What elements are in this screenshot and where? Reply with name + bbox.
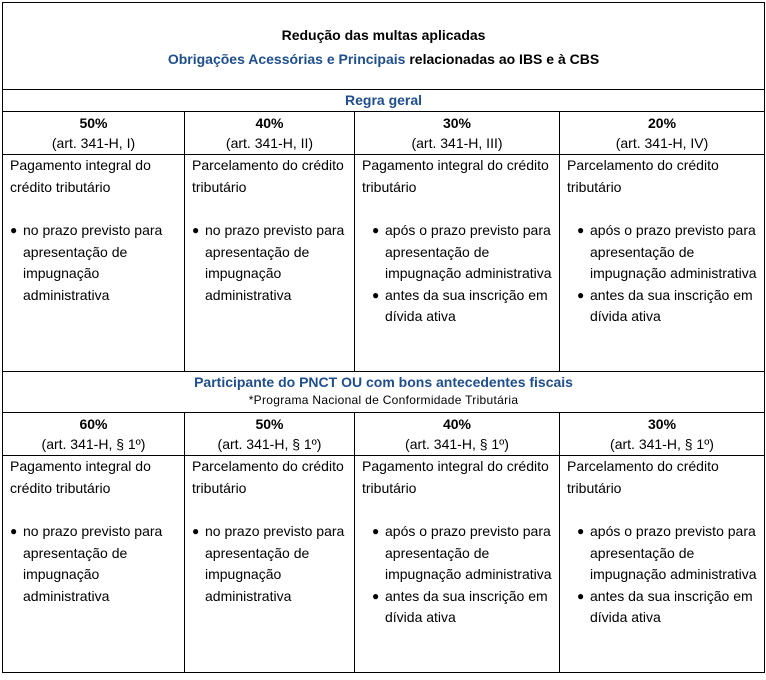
condition-text: Parcelamento do crédito tributário (192, 458, 344, 496)
condition-cell (3, 456, 185, 673)
multas-reduction-table (2, 2, 765, 673)
condition-text: Parcelamento do crédito tributário (567, 458, 719, 496)
condition-list (10, 521, 184, 607)
list-item-text: antes da sua inscrição em dívida ativa (385, 286, 548, 324)
section-title: Participante do PNCT OU com bons antecedentes fiscais (194, 374, 573, 390)
bullet-icon: ● (577, 524, 585, 538)
pct-cell (355, 112, 560, 155)
condition-cell (560, 155, 765, 372)
list-item-text: antes da sua inscrição em dívida ativa (385, 587, 548, 625)
bullet-icon: ● (192, 524, 200, 538)
condition-text: Parcelamento do crédito tributário (192, 157, 344, 195)
condition-text: Pagamento integral do crédito tributário (10, 458, 151, 496)
condition-text: Pagamento integral do crédito tributário (362, 157, 549, 195)
list-item-text: após o prazo previsto para apresentação de impugnação administrativa (590, 523, 757, 582)
subtitle-rest: relacionadas ao IBS e à CBS (405, 51, 600, 67)
list-item (10, 521, 184, 607)
pct-cell (3, 112, 185, 155)
reduction-percent: 60% (79, 416, 108, 432)
condition-list (192, 521, 354, 607)
article-reference: (art. 341-H, § 1º) (41, 436, 146, 452)
reduction-percent: 20% (648, 115, 677, 131)
pct-cell (185, 413, 355, 456)
bullet-icon: ● (372, 223, 380, 237)
bullet-icon: ● (577, 287, 585, 302)
section-header-regra-geral: Regra geral (3, 90, 765, 112)
condition-cell (355, 155, 560, 372)
condition-list (362, 220, 559, 328)
condition-list (192, 220, 354, 306)
list-item (10, 220, 184, 306)
pct-cell (3, 413, 185, 456)
table-subtitle (3, 49, 764, 69)
list-item (577, 220, 764, 285)
article-reference: (art. 341-H, § 1º) (405, 436, 509, 452)
condition-text: Pagamento integral do crédito tributário (362, 458, 549, 496)
list-item-text: antes da sua inscrição em dívida ativa (590, 286, 753, 324)
list-item-text: após o prazo previsto para apresentação de impugnação administrativa (385, 222, 552, 281)
reduction-percent: 30% (648, 416, 677, 432)
pct-cell (560, 112, 765, 155)
list-item (577, 521, 764, 586)
article-reference: (art. 341-H, III) (411, 135, 503, 151)
condition-cell (185, 456, 355, 673)
list-item-text: após o prazo previsto para apresentação de impugnação administrativa (385, 523, 552, 582)
condition-list (567, 521, 764, 629)
list-item-text: no prazo previsto para apresentação de impugnação administrativa (23, 523, 163, 604)
condition-text: Parcelamento do crédito tributário (567, 157, 719, 195)
reduction-percent: 30% (442, 115, 472, 131)
list-item (577, 285, 764, 328)
list-item (192, 220, 354, 306)
condition-cell (355, 456, 560, 673)
condition-cell (185, 155, 355, 372)
reduction-percent: 50% (255, 416, 284, 432)
bullet-icon: ● (192, 223, 200, 237)
reduction-percent: 40% (255, 115, 284, 131)
list-item (372, 521, 559, 586)
bullet-icon: ● (577, 588, 585, 603)
reduction-percent: 40% (442, 416, 472, 432)
bullet-icon: ● (10, 223, 18, 237)
bullet-icon: ● (372, 588, 380, 603)
condition-list (362, 521, 559, 629)
list-item-text: no prazo previsto para apresentação de impugnação administrativa (23, 222, 163, 303)
subtitle-highlight: Obrigações Acessórias e Principais (167, 51, 406, 67)
article-reference: (art. 341-H, § 1º) (610, 436, 714, 452)
table-title-cell (3, 3, 765, 90)
section-header-pnct (3, 372, 765, 413)
table-title: Redução das multas aplicadas (281, 27, 486, 43)
condition-cell (560, 456, 765, 673)
list-item (372, 586, 559, 629)
section-footnote: *Programa Nacional de Conformidade Tributária (248, 393, 519, 407)
bullet-icon: ● (372, 287, 380, 302)
pct-cell (560, 413, 765, 456)
list-item-text: no prazo previsto para apresentação de impugnação administrativa (205, 222, 345, 303)
list-item (192, 521, 354, 607)
pct-cell (185, 112, 355, 155)
article-reference: (art. 341-H, II) (225, 135, 314, 151)
condition-list (567, 220, 764, 328)
bullet-icon: ● (372, 524, 380, 538)
condition-text: Pagamento integral do crédito tributário (10, 157, 151, 195)
list-item-text: após o prazo previsto para apresentação de impugnação administrativa (590, 222, 757, 281)
article-reference: (art. 341-H, I) (51, 135, 136, 151)
article-reference: (art. 341-H, IV) (615, 135, 709, 151)
list-item-text: antes da sua inscrição em dívida ativa (590, 587, 753, 625)
list-item (372, 285, 559, 328)
bullet-icon: ● (10, 524, 18, 538)
list-item (577, 586, 764, 629)
list-item (372, 220, 559, 285)
condition-cell (3, 155, 185, 372)
pct-cell (355, 413, 560, 456)
condition-list (10, 220, 184, 306)
article-reference: (art. 341-H, § 1º) (217, 436, 322, 452)
bullet-icon: ● (577, 223, 585, 237)
reduction-percent: 50% (79, 115, 108, 131)
list-item-text: no prazo previsto para apresentação de impugnação administrativa (205, 523, 345, 604)
